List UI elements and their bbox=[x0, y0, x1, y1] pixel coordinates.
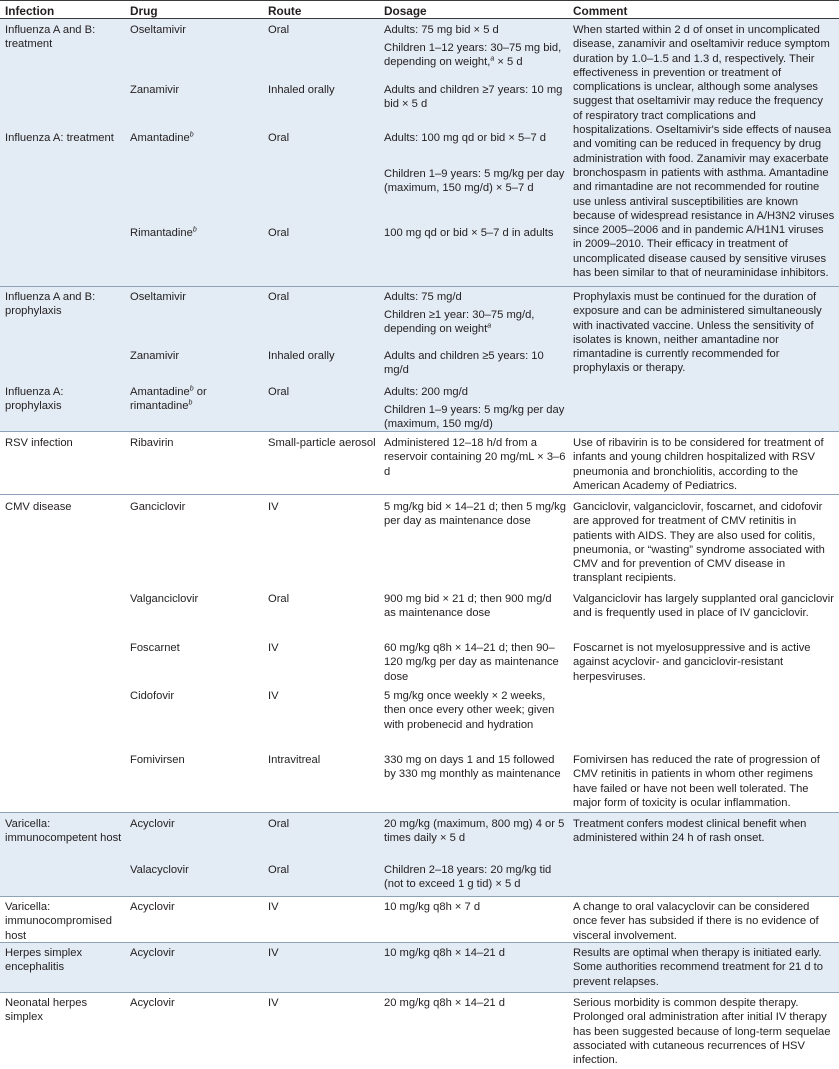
route-cell: Oral bbox=[268, 818, 290, 830]
dosage-cell: 10 mg/kg q8h × 7 d bbox=[384, 901, 481, 913]
dosage-cell: 10 mg/kg q8h × 14–21 d bbox=[384, 947, 505, 959]
dosage-cell: Children 2–18 years: 20 mg/kg tid (not to exceed 1 g tid) × 5 d bbox=[384, 864, 552, 891]
table-row-influenza-treatment bbox=[0, 19, 839, 287]
route-cell: Oral bbox=[268, 593, 290, 605]
route-cell: IV bbox=[268, 997, 279, 1009]
drug-cell: Cidofovir bbox=[130, 690, 175, 702]
table-row-cmv bbox=[0, 495, 839, 813]
table-row-rsv bbox=[0, 432, 839, 495]
drug-cell: Rimantadine$^b$ bbox=[130, 226, 197, 239]
dosage-cell: Adults: 200 mg/d bbox=[384, 386, 468, 398]
infection-cell: Varicella: immunocompetent host bbox=[5, 818, 122, 845]
route-cell: Oral bbox=[268, 24, 290, 36]
dosage-cell: Adults and children ≥7 years: 10 mg bid × 5 d bbox=[384, 84, 563, 111]
table-header bbox=[0, 0, 839, 19]
header-drug: Drug bbox=[130, 4, 158, 18]
route-cell: Oral bbox=[268, 386, 290, 398]
dosage-cell: 100 mg qd or bid × 5–7 d in adults bbox=[384, 227, 554, 239]
table-row-hsv-encephalitis bbox=[0, 943, 839, 993]
drug-cell: Ganciclovir bbox=[130, 501, 186, 513]
dosage-cell: 900 mg bid × 21 d; then 900 mg/d as maintenance dose bbox=[384, 593, 552, 620]
infection-cell: Influenza A: prophylaxis bbox=[5, 386, 64, 413]
drug-cell: Zanamivir bbox=[130, 84, 180, 96]
dosage-cell: 20 mg/kg q8h × 14–21 d bbox=[384, 997, 505, 1009]
dosage-cell: Adults: 75 mg bid × 5 d bbox=[384, 24, 499, 36]
drug-cell: Oseltamivir bbox=[130, 24, 186, 36]
dosage-cell: Adults: 75 mg/d bbox=[384, 291, 462, 303]
infection-cell: Varicella: immunocompromised host bbox=[5, 901, 112, 942]
comment-cell: Results are optimal when therapy is initiated early. Some authorities recommend treatment for 21 d to prevent relapses. bbox=[573, 947, 823, 988]
comment-cell: Serious morbidity is common despite therapy. Prolonged oral administration after initial IV therapy has been suggested because of long-term sequelae associated with cutaneous recurrences of HSV infection. bbox=[573, 997, 831, 1067]
dosage-cell: 330 mg on days 1 and 15 followed by 330 mg monthly as maintenance bbox=[384, 754, 561, 781]
route-cell: IV bbox=[268, 690, 279, 702]
dosage-cell: Adults and children ≥5 years: 10 mg/d bbox=[384, 350, 544, 377]
route-cell: Inhaled orally bbox=[268, 84, 335, 96]
drug-cell: Acyclovir bbox=[130, 997, 175, 1009]
table-row-neonatal-hsv bbox=[0, 993, 839, 1069]
route-cell: Oral bbox=[268, 291, 290, 303]
table-row-varicella-immunocompetent bbox=[0, 813, 839, 897]
dosage-cell: Adults: 100 mg qd or bid × 5–7 d bbox=[384, 132, 547, 144]
comment-cell: Prophylaxis must be continued for the duration of exposure and can be administered simultaneously with inactivated vaccine. Unless the sensitivity of isolates is known, neither amantadine nor rimantadine is currently recommended for prophylaxis or therapy. bbox=[573, 291, 822, 375]
route-cell: Oral bbox=[268, 227, 290, 239]
table-row-varicella-immunocompromised bbox=[0, 897, 839, 943]
dosage-cell: Children 1–9 years: 5 mg/kg per day (maximum, 150 mg/d) bbox=[384, 404, 565, 431]
route-cell: IV bbox=[268, 901, 279, 913]
route-cell: IV bbox=[268, 642, 279, 654]
route-cell: Inhaled orally bbox=[268, 350, 335, 362]
comment-cell: Valganciclovir has largely supplanted oral ganciclovir and is frequently used in place of IV ganciclovir. bbox=[573, 593, 834, 620]
header-dosage: Dosage bbox=[384, 4, 427, 18]
drug-cell: Zanamivir bbox=[130, 350, 180, 362]
comment-cell: Treatment confers modest clinical benefit when administered within 24 h of rash onset. bbox=[573, 818, 807, 845]
drug-cell: Valganciclovir bbox=[130, 593, 199, 605]
dosage-cell: 5 mg/kg bid × 14–21 d; then 5 mg/kg per day as maintenance dose bbox=[384, 501, 566, 528]
drug-cell: Foscarnet bbox=[130, 642, 180, 654]
dosage-cell: Administered 12–18 h/d from a reservoir containing 20 mg/mL × 3–6 d bbox=[384, 437, 566, 478]
infection-cell: Influenza A and B: prophylaxis bbox=[5, 291, 96, 318]
dosage-cell: 60 mg/kg q8h × 14–21 d; then 90–120 mg/kg per day as maintenance dose bbox=[384, 642, 559, 683]
route-cell: Oral bbox=[268, 864, 290, 876]
route-cell: IV bbox=[268, 501, 279, 513]
header-infection: Infection bbox=[5, 4, 55, 18]
infection-cell: Influenza A: treatment bbox=[5, 132, 114, 144]
dosage-cell: 20 mg/kg (maximum, 800 mg) 4 or 5 times daily × 5 d bbox=[384, 818, 565, 845]
drug-cell: Amantadine$^b$ or rimantadine$^b$ bbox=[130, 385, 207, 413]
header-route: Route bbox=[268, 4, 302, 18]
dosage-cell: Children 1–9 years: 5 mg/kg per day (maximum, 150 mg/d) × 5–7 d bbox=[384, 168, 565, 195]
drug-cell: Acyclovir bbox=[130, 818, 175, 830]
drug-cell: Amantadine$^b$ bbox=[130, 131, 194, 144]
infection-cell: Influenza A and B: treatment bbox=[5, 24, 96, 51]
route-cell: IV bbox=[268, 947, 279, 959]
header-comment: Comment bbox=[573, 4, 628, 18]
comment-cell: When started within 2 d of onset in uncomplicated disease, zanamivir and oseltamivir reduce symptom duration by 1.0–1.5 and 1.3 d, respectively. Their effectiveness in prevention or treatment of complications is unclear, although some analyses suggest that oseltamivir may reduce the frequency of respiratory tract complications and hospitalizations. Oseltamivir's side effects of nausea and vomiting can be reduced in frequency by drug administration with food. Zanamivir may exacerbate bronchospasm in patients with asthma. Amantadine and rimantadine are not recommended for routine use unless antiviral susceptibilities are known because of widespread resistance in A/H3N2 viruses since 2005–2006 and in pandemic A/H1N1 viruses in 2009–2010. Their efficacy in treatment of uncomplicated disease caused by sensitive viruses has been similar to that of neuraminidase inhibitors. bbox=[573, 24, 835, 280]
drug-cell: Valacyclovir bbox=[130, 864, 189, 876]
infection-cell: CMV disease bbox=[5, 501, 72, 513]
dosage-cell: Children 1–12 years: 30–75 mg bid, depending on weight,$^a$ × 5 d bbox=[384, 42, 562, 69]
drug-cell: Oseltamivir bbox=[130, 291, 186, 303]
route-cell: Small-particle aerosol bbox=[268, 437, 376, 449]
comment-cell: Use of ribavirin is to be considered for treatment of infants and young children hospitalized with RSV pneumonia and bronchiolitis, according to the American Academy of Pediatrics. bbox=[573, 437, 824, 492]
route-cell: Intravitreal bbox=[268, 754, 321, 766]
dosage-cell: 5 mg/kg once weekly × 2 weeks, then once every other week; given with probenecid and hydration bbox=[384, 690, 555, 731]
comment-cell: A change to oral valacyclovir can be considered once fever has subsided if there is no evidence of visceral involvement. bbox=[573, 901, 819, 942]
route-cell: Oral bbox=[268, 132, 290, 144]
comment-cell: Ganciclovir, valganciclovir, foscarnet, and cidofovir are approved for treatment of CMV retinitis in patients with AIDS. They are also used for colitis, pneumonia, or “wasting” syndrome associated with CMV and for prevention of CMV disease in transplant recipients. bbox=[573, 501, 825, 585]
infection-cell: RSV infection bbox=[5, 437, 73, 449]
infection-cell: Herpes simplex encephalitis bbox=[5, 947, 83, 974]
drug-cell: Fomivirsen bbox=[130, 754, 185, 766]
table-row-influenza-prophylaxis bbox=[0, 287, 839, 432]
dosage-cell: Children ≥1 year: 30–75 mg/d, depending on weight$^a$ bbox=[384, 309, 535, 336]
comment-cell: Foscarnet is not myelosuppressive and is active against acyclovir- and ganciclovir-resistant herpesviruses. bbox=[573, 642, 811, 683]
infection-cell: Neonatal herpes simplex bbox=[5, 997, 88, 1024]
drug-cell: Acyclovir bbox=[130, 947, 175, 959]
comment-cell: Fomivirsen has reduced the rate of progression of CMV retinitis in patients in whom other regimens have failed or have not been well tolerated. The major form of toxicity is ocular inflammation. bbox=[573, 754, 820, 809]
drug-cell: Acyclovir bbox=[130, 901, 175, 913]
drug-cell: Ribavirin bbox=[130, 437, 174, 449]
